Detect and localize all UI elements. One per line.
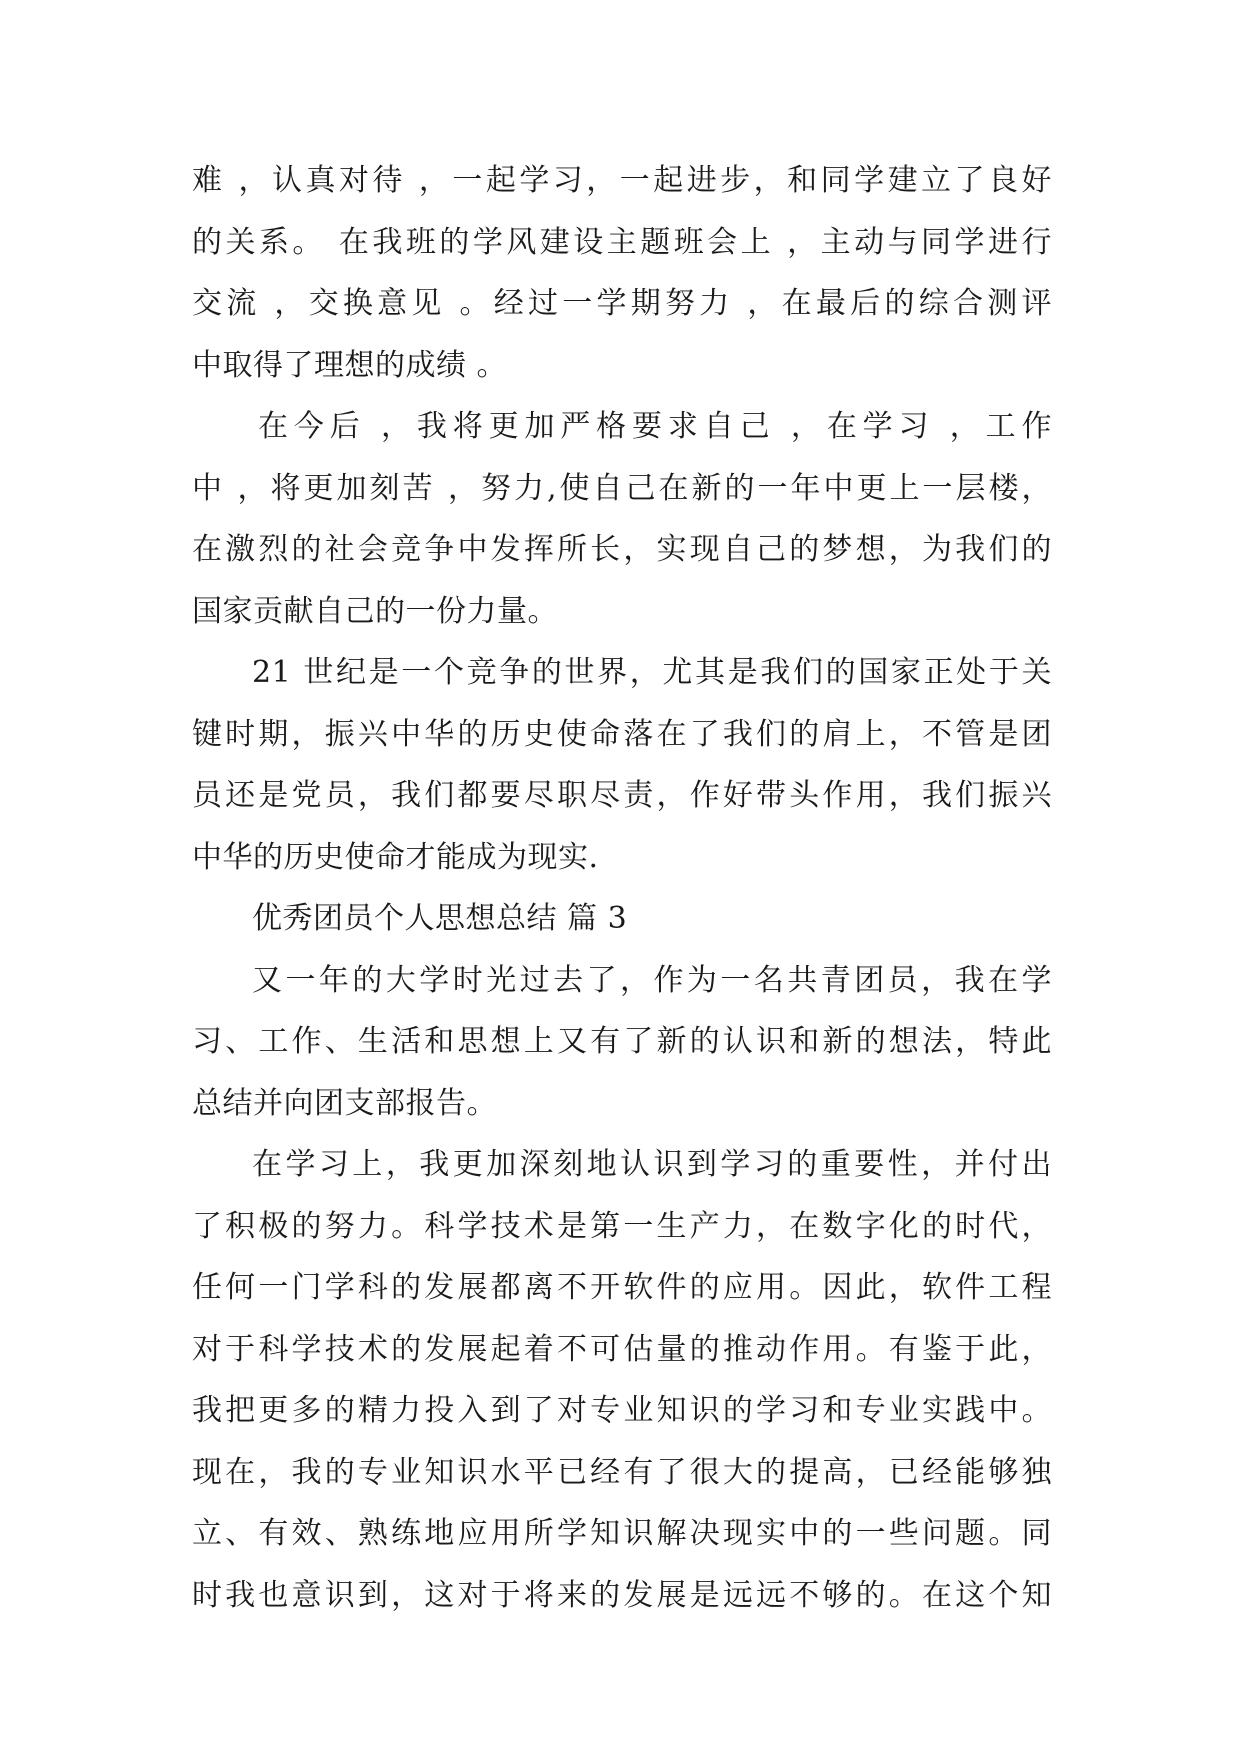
text-line: 现在，我的专业知识水平已经有了很大的提高，已经能够独 (192, 1454, 1052, 1490)
text-line: 在学习上，我更加深刻地认识到学习的重要性，并付出 (252, 1147, 1052, 1182)
text-line: 中 ，将更加刻苦 ，努力,使自己在新的一年中更上一层楼， (192, 470, 1052, 506)
text-line: 键时期，振兴中华的历史使命落在了我们的肩上，不管是团 (192, 716, 1052, 752)
text-line: 又一年的大学时光过去了，作为一名共青团员，我在学 (252, 962, 1052, 998)
text-line: 习、工作、生活和思想上又有了新的认识和新的想法，特此 (192, 1024, 1052, 1059)
text-line: 在今后 ，我将更加严格要求自己 ，在学习 ，工作 (258, 409, 1052, 444)
text-line: 时我也意识到，这对于将来的发展是远远不够的。在这个知 (192, 1577, 1052, 1613)
text-line: 任何一门学科的发展都离不开软件的应用。因此，软件工程 (192, 1270, 1052, 1305)
text-line: 中华的历史使命才能成为现实. (192, 839, 599, 875)
text-line: 在激烈的社会竞争中发挥所长，实现自己的梦想，为我们的 (192, 532, 1052, 567)
text-line: 优秀团员个人思想总结 篇 3 (252, 901, 628, 936)
document-body (192, 150, 1052, 1626)
text-line: 了积极的努力。科学技术是第一生产力，在数字化的时代， (192, 1208, 1052, 1244)
text-line: 21 世纪是一个竞争的世界，尤其是我们的国家正处于关 (252, 655, 1052, 690)
text-line: 立、有效、熟练地应用所学知识解决现实中的一些问题。同 (192, 1516, 1052, 1551)
text-line: 交流 ，交换意见 。经过一学期努力 ，在最后的综合测评 (192, 286, 1052, 321)
text-line: 国家贡献自己的一份力量。 (192, 593, 558, 629)
text-line: 难 ，认真对待 ，一起学习，一起进步，和同学建立了良好 (192, 163, 1052, 198)
text-line: 对于科学技术的发展起着不可估量的推动作用。有鉴于此， (192, 1331, 1052, 1367)
text-line: 我把更多的精力投入到了对专业知识的学习和专业实践中。 (192, 1393, 1052, 1428)
text-line: 中取得了理想的成绩 。 (192, 347, 508, 383)
text-line: 的关系。 在我班的学风建设主题班会上 ，主动与同学进行 (192, 224, 1052, 260)
text-line: 总结并向团支部报告。 (192, 1085, 497, 1121)
text-line: 员还是党员，我们都要尽职尽责，作好带头作用，我们振兴 (192, 778, 1052, 813)
